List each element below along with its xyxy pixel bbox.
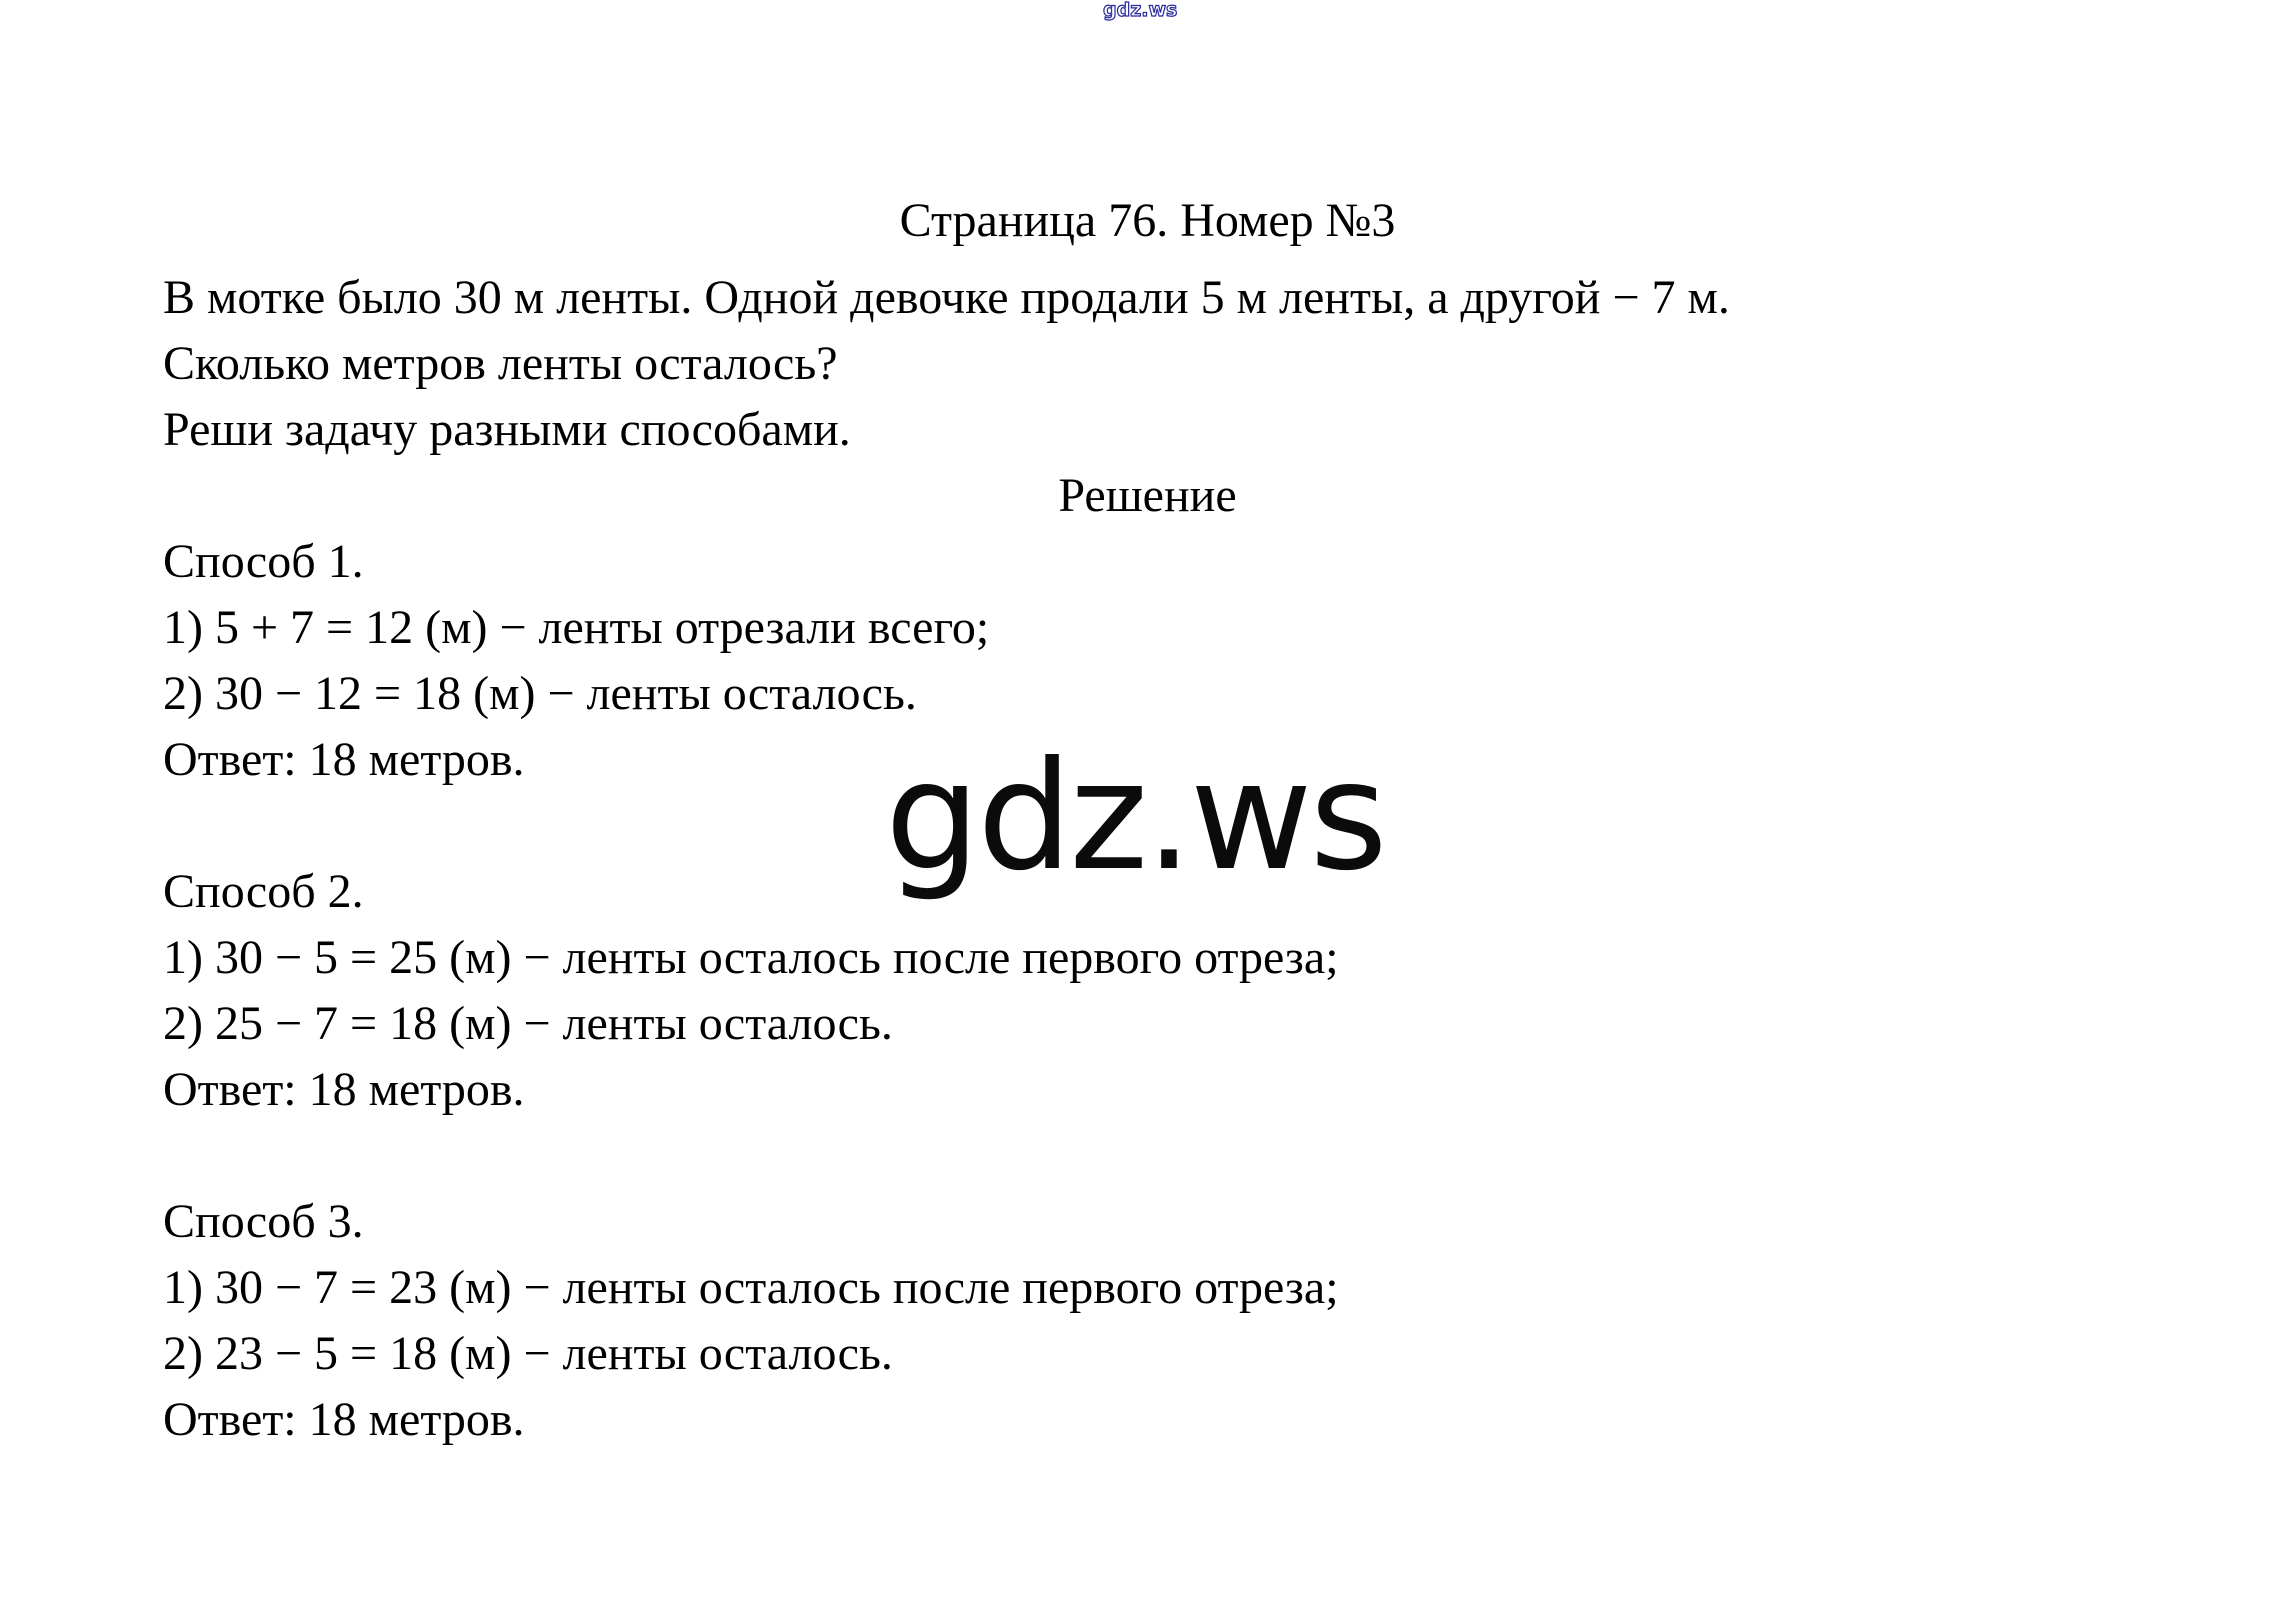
page-title: Страница 76. Номер №3 xyxy=(899,194,1396,247)
method-label: Способ 1. xyxy=(163,535,364,588)
method-step: 1) 30 − 7 = 23 (м) − ленты осталось после первого отреза; xyxy=(163,1261,1339,1314)
method-label: Способ 2. xyxy=(163,865,364,918)
solution-method-3 xyxy=(163,1189,2132,1453)
method-step: 2) 25 − 7 = 18 (м) − ленты осталось. xyxy=(163,997,893,1050)
method-step: 1) 30 − 5 = 25 (м) − ленты осталось после первого отреза; xyxy=(163,931,1339,984)
method-step: 1) 5 + 7 = 12 (м) − ленты отрезали всего; xyxy=(163,601,990,654)
problem-text-line-1: В мотке было 30 м ленты. Одной девочке продали 5 м ленты, а другой − 7 м. xyxy=(163,271,1730,324)
site-watermark-large: gdz.ws xyxy=(885,730,1385,904)
method-answer: Ответ: 18 метров. xyxy=(163,733,525,786)
problem-text-line-3: Реши задачу разными способами. xyxy=(163,403,851,456)
method-answer: Ответ: 18 метров. xyxy=(163,1393,525,1446)
method-label: Способ 3. xyxy=(163,1195,364,1248)
problem-text-line-2: Сколько метров ленты осталось? xyxy=(163,337,838,390)
site-watermark-small: gdz.ws xyxy=(1103,0,1178,21)
method-step: 2) 23 − 5 = 18 (м) − ленты осталось. xyxy=(163,1327,893,1380)
method-answer: Ответ: 18 метров. xyxy=(163,1063,525,1116)
solution-heading: Решение xyxy=(1058,469,1237,522)
method-step: 2) 30 − 12 = 18 (м) − ленты осталось. xyxy=(163,667,917,720)
